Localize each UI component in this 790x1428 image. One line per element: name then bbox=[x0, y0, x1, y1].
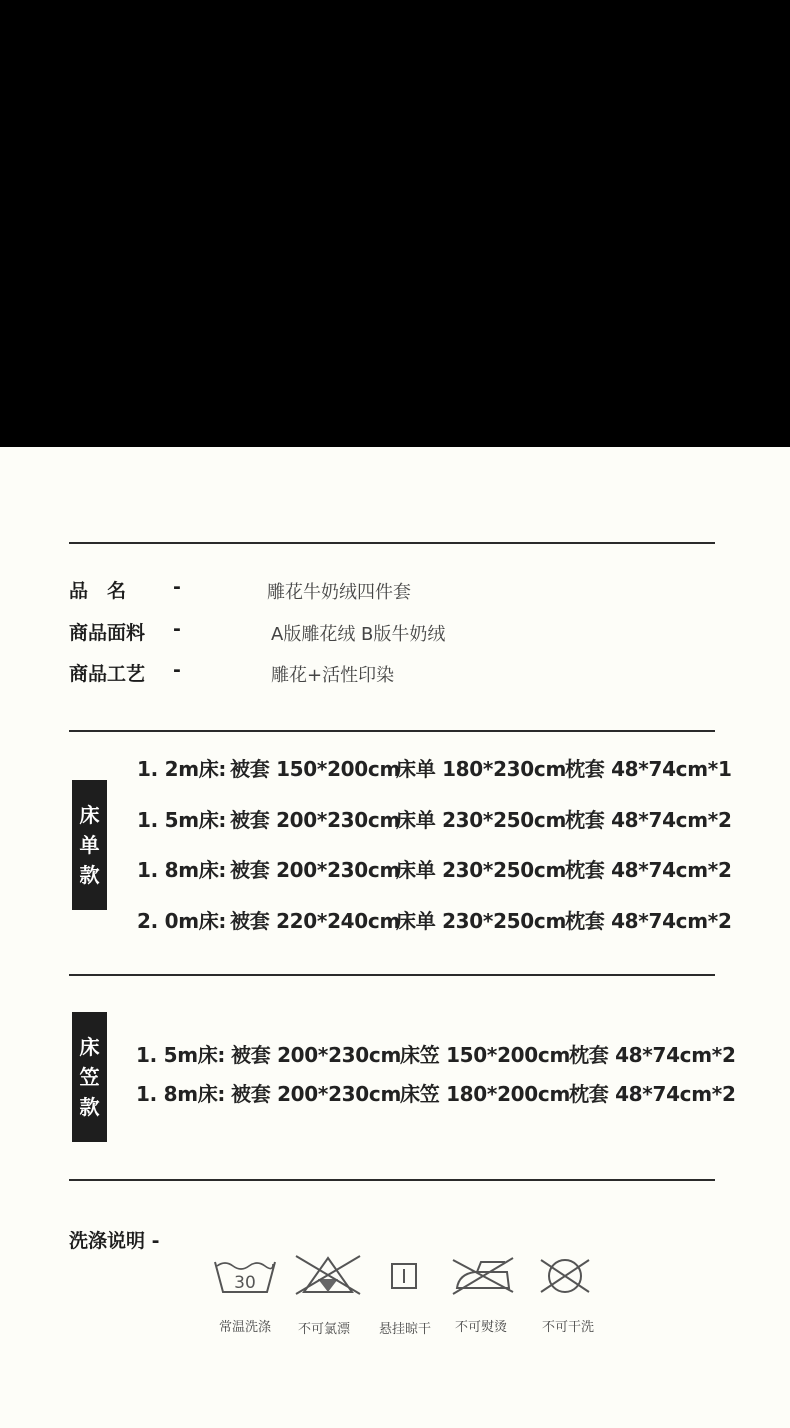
bed-size: 1. 2m床: bbox=[137, 757, 227, 781]
fitted-sheet-tag bbox=[72, 1012, 107, 1142]
sheet-size: 床单 230*250cm bbox=[396, 858, 567, 882]
tag-char: 单 bbox=[79, 833, 100, 857]
divider bbox=[69, 974, 715, 976]
spec-row bbox=[137, 854, 732, 882]
spec-row bbox=[137, 753, 732, 781]
info-label: 品 名 bbox=[69, 580, 127, 602]
wash-label-no-bleach: 不可氯漂 bbox=[298, 1322, 351, 1337]
info-label: 商品工艺 bbox=[69, 663, 146, 685]
wash-label-no-iron: 不可熨烫 bbox=[455, 1320, 508, 1335]
tag-char: 床 bbox=[79, 1035, 100, 1059]
washing-label: 洗涤说明 - bbox=[69, 1230, 160, 1252]
wash-30-icon bbox=[209, 1252, 281, 1298]
no-dry-clean-icon bbox=[529, 1252, 601, 1298]
spec-row bbox=[136, 1078, 736, 1106]
tag-char: 款 bbox=[79, 863, 100, 887]
tag-char: 笠 bbox=[79, 1065, 100, 1089]
divider bbox=[69, 542, 715, 544]
sheet-size: 床单 230*250cm bbox=[396, 808, 567, 832]
pillow-size: 枕套 48*74cm*2 bbox=[569, 1043, 736, 1067]
sheet-size: 床单 180*230cm bbox=[396, 757, 567, 781]
bed-size: 1. 8m床: bbox=[137, 858, 227, 882]
duvet-size: 被套 200*230cm bbox=[231, 1082, 402, 1106]
bed-size: 1. 5m床: bbox=[136, 1043, 226, 1067]
bed-size: 1. 5m床: bbox=[137, 808, 227, 832]
no-iron-icon bbox=[447, 1252, 519, 1298]
pillow-size: 枕套 48*74cm*2 bbox=[565, 808, 732, 832]
sheet-size: 床笠 180*200cm bbox=[400, 1082, 571, 1106]
divider bbox=[69, 1179, 715, 1181]
spec-row bbox=[137, 804, 732, 832]
no-bleach-icon bbox=[292, 1252, 364, 1298]
bed-size: 2. 0m床: bbox=[137, 909, 227, 933]
info-value: 雕花牛奶绒四件套 bbox=[267, 582, 411, 603]
duvet-size: 被套 200*230cm bbox=[230, 808, 401, 832]
wash-label-hang-dry: 悬挂晾干 bbox=[379, 1322, 432, 1337]
tag-char: 款 bbox=[79, 1095, 100, 1119]
sheet-size: 床笠 150*200cm bbox=[400, 1043, 571, 1067]
product-image-area bbox=[0, 0, 790, 447]
divider bbox=[69, 730, 715, 732]
duvet-size: 被套 200*230cm bbox=[231, 1043, 402, 1067]
info-dash: - bbox=[173, 618, 181, 640]
tag-char: 床 bbox=[79, 803, 100, 827]
pillow-size: 枕套 48*74cm*1 bbox=[565, 757, 732, 781]
pillow-size: 枕套 48*74cm*2 bbox=[565, 909, 732, 933]
wash-label-no-dry-clean: 不可干洗 bbox=[542, 1320, 595, 1335]
pillow-size: 枕套 48*74cm*2 bbox=[565, 858, 732, 882]
wash-temp: 30 bbox=[234, 1273, 256, 1293]
hang-dry-icon bbox=[368, 1252, 440, 1298]
spec-row bbox=[137, 905, 732, 933]
flat-sheet-tag bbox=[72, 780, 107, 910]
info-label: 商品面料 bbox=[69, 622, 146, 644]
sheet-size: 床单 230*250cm bbox=[396, 909, 567, 933]
info-value: 雕花+活性印染 bbox=[271, 665, 395, 686]
wash-label-normal: 常温洗涤 bbox=[219, 1320, 272, 1335]
bed-size: 1. 8m床: bbox=[136, 1082, 226, 1106]
spec-row bbox=[136, 1039, 736, 1067]
info-dash: - bbox=[173, 659, 181, 681]
pillow-size: 枕套 48*74cm*2 bbox=[569, 1082, 736, 1106]
duvet-size: 被套 200*230cm bbox=[230, 858, 401, 882]
duvet-size: 被套 220*240cm bbox=[230, 909, 401, 933]
info-value: A版雕花绒 B版牛奶绒 bbox=[271, 624, 446, 645]
info-dash: - bbox=[173, 576, 181, 598]
duvet-size: 被套 150*200cm bbox=[230, 757, 401, 781]
